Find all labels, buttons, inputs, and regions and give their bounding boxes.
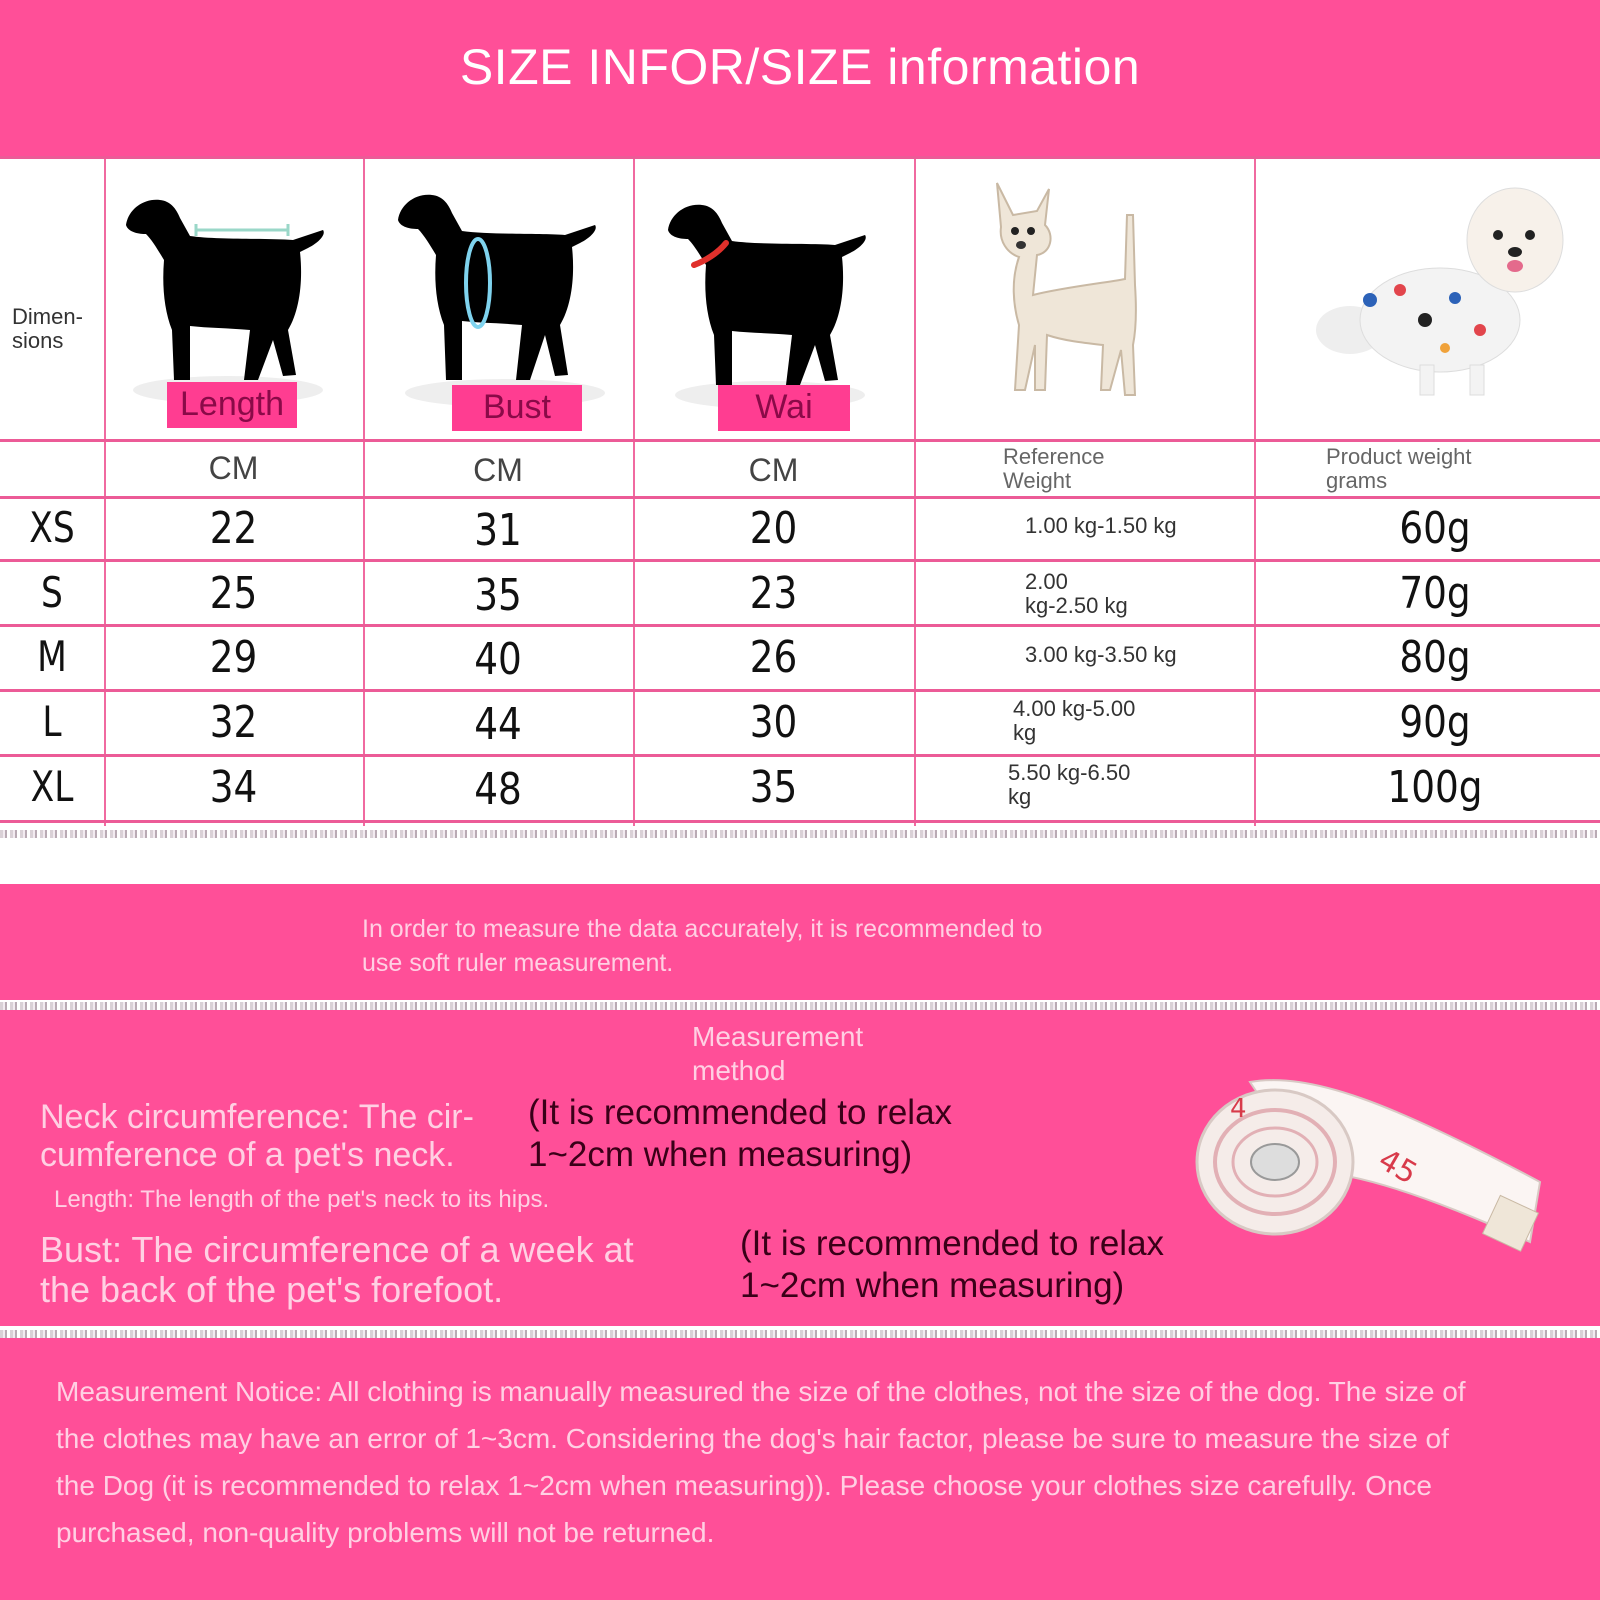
ref-weight-value: 3.00 kg-3.50 kg: [1025, 642, 1177, 667]
neck-description: Neck circumference: The cir- cumference of a pet's neck.: [40, 1098, 474, 1174]
table-divider: [914, 158, 916, 826]
waist-value: 26: [749, 632, 798, 683]
ref-weight-value: 5.50 kg-6.50 kg: [1008, 760, 1131, 809]
product-weight-value: 70g: [1399, 568, 1471, 619]
bust-value: 31: [474, 505, 522, 556]
waist-value: 35: [749, 762, 798, 813]
table-divider: [0, 624, 1600, 627]
waist-value: 30: [749, 697, 798, 748]
glitter-divider: [0, 1330, 1600, 1338]
ref-weight-value: 4.00 kg-5.00 kg: [1013, 696, 1136, 745]
product-weight-header: Product weight grams: [1326, 444, 1472, 493]
bust-tag: Bust: [452, 385, 582, 431]
size-label: S: [41, 568, 63, 617]
product-weight-value: 80g: [1399, 632, 1471, 683]
size-label: XS: [29, 503, 75, 552]
unit-length: CM: [208, 450, 259, 486]
unit-bust: CM: [473, 452, 523, 488]
tape-number: 45: [1372, 1142, 1423, 1192]
glitter-divider: [0, 1002, 1600, 1010]
dog-bust-illustration: [390, 185, 620, 415]
ref-weight-header: Reference Weight: [1003, 444, 1105, 493]
bust-value: 44: [474, 699, 522, 750]
dog-waist-illustration: [660, 195, 880, 415]
table-divider: [0, 559, 1600, 562]
table-divider: [104, 158, 106, 826]
table-divider: [1254, 158, 1256, 826]
dimensions-label: Dimen- sions: [12, 304, 83, 353]
method-heading: Measurement method: [692, 1021, 864, 1086]
reference-dog-photo: [985, 175, 1165, 405]
table-divider: [0, 496, 1600, 499]
length-value: 34: [209, 762, 258, 813]
tape-measure-icon: [1190, 1062, 1570, 1292]
waist-value: 23: [749, 568, 798, 619]
ref-weight-value: 2.00 kg-2.50 kg: [1025, 569, 1128, 618]
table-divider: [363, 158, 365, 826]
tape-number: 4: [1230, 1094, 1247, 1124]
size-label: L: [42, 697, 62, 746]
neck-note: (It is recommended to relax 1~2cm when measuring): [528, 1093, 953, 1174]
dog-length-illustration: [118, 190, 338, 410]
bust-note: (It is recommended to relax 1~2cm when measuring): [740, 1224, 1165, 1305]
page-title: SIZE INFOR/SIZE information: [459, 39, 1141, 95]
bust-value: 35: [474, 570, 522, 621]
length-value: 22: [209, 503, 258, 554]
product-weight-value: 60g: [1399, 503, 1471, 554]
table-divider: [0, 820, 1600, 823]
product-weight-value: 90g: [1399, 697, 1471, 748]
table-divider: [0, 689, 1600, 692]
length-value: 25: [209, 568, 258, 619]
measurement-notice: Measurement Notice: All clothing is manually measured the size of the clothes, not the size of the dog. The size of the clothes may have an error of 1~3cm. Considering the dog's hair factor, please be sure to measure the size of the Dog (it is recommended to relax 1~2cm when measuring)). Please choose your clothes size carefully. Once purchased, non-quality problems will not be returned.: [56, 1376, 1466, 1548]
size-label: M: [37, 632, 67, 681]
ref-weight-value: 1.00 kg-1.50 kg: [1025, 513, 1177, 538]
waist-tag: Wai: [718, 385, 850, 431]
length-value: 29: [209, 632, 258, 683]
tip-text: In order to measure the data accurately, it is recommended to use soft ruler measurement.: [362, 915, 1043, 977]
size-label: XL: [30, 762, 74, 811]
length-value: 32: [209, 697, 258, 748]
unit-waist: CM: [748, 452, 799, 488]
table-divider: [0, 754, 1600, 757]
bust-value: 40: [474, 634, 522, 685]
table-divider: [633, 158, 635, 826]
bust-value: 48: [474, 764, 522, 815]
length-description: Length: The length of the pet's neck to its hips.: [54, 1186, 550, 1213]
product-weight-value: 100g: [1387, 762, 1483, 813]
waist-value: 20: [749, 503, 798, 554]
table-divider: [0, 156, 1600, 159]
glitter-divider: [0, 830, 1600, 838]
table-divider: [0, 439, 1600, 442]
length-tag: Length: [167, 382, 297, 428]
bust-description: Bust: The circumference of a week at the back of the pet's forefoot.: [40, 1229, 634, 1310]
product-dog-photo: [1310, 180, 1580, 405]
